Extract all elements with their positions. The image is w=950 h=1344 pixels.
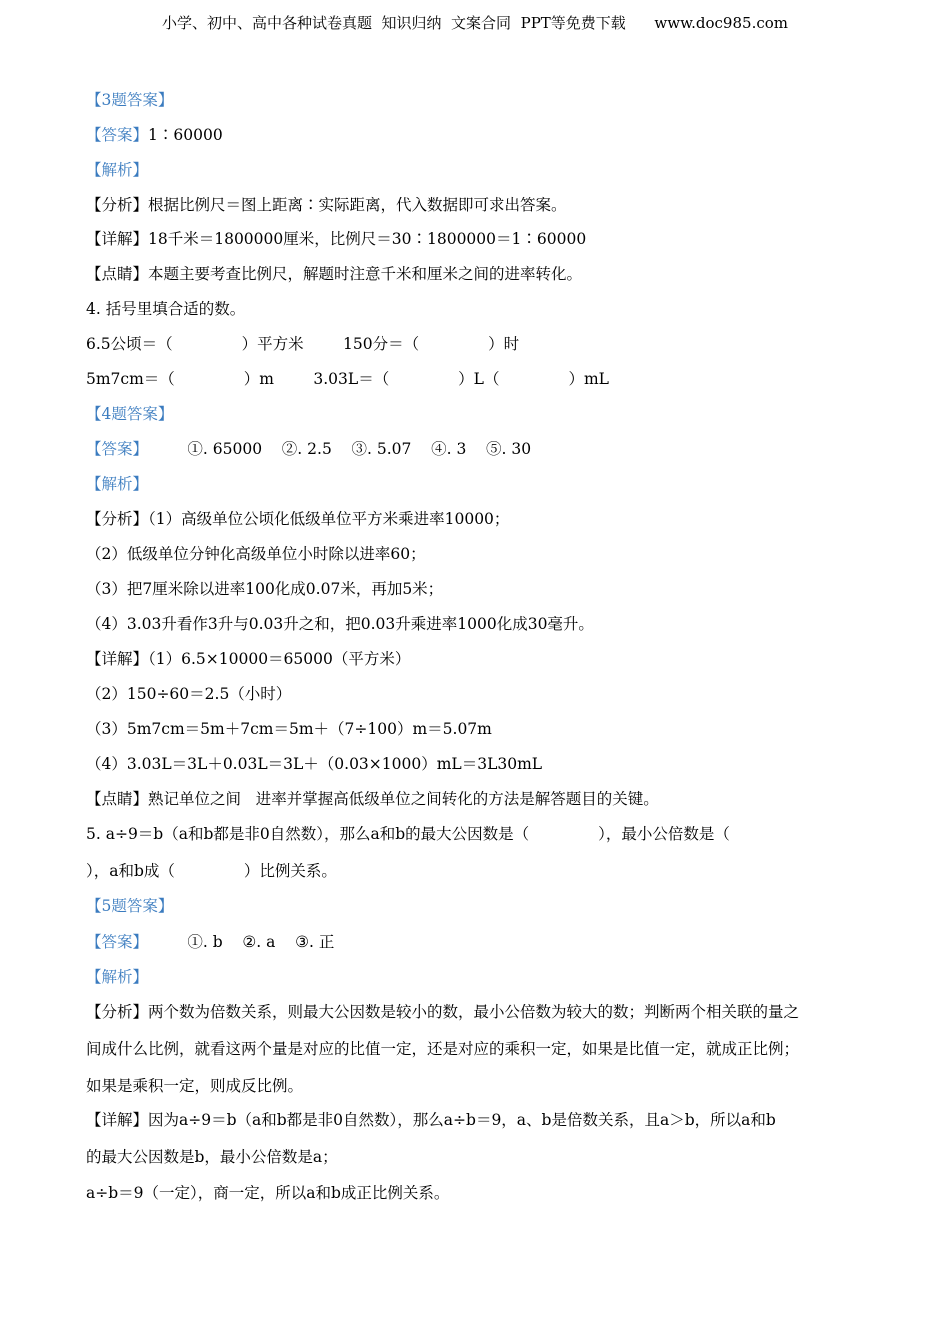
doc-line — [86, 334, 519, 354]
doc-line — [86, 1076, 303, 1096]
doc-line — [86, 1002, 799, 1022]
section-tag: 【解析】 — [86, 968, 149, 986]
line-text: 6.5公顷＝（ ）平方米 150分＝（ ）时 — [86, 335, 520, 353]
doc-line — [86, 299, 245, 319]
line-text: 【点睛】熟记单位之间 进率并掌握高低级单位之间转化的方法是解答题目的关键。 — [86, 790, 659, 808]
line-text: 【详解】（1）6.5×10000＝65000（平方米） — [86, 650, 411, 668]
doc-line — [86, 229, 586, 249]
doc-line — [86, 195, 567, 215]
line-text: （2）低级单位分钟化高级单位小时除以进率60； — [86, 545, 426, 563]
line-text: （3）把7厘米除以进率100化成0.07米，再加5米； — [86, 580, 444, 598]
line-text: 【点睛】本题主要考查比例尺，解题时注意千米和厘米之间的进率转化。 — [86, 265, 583, 283]
doc-line — [86, 789, 659, 809]
line-text: ①. 65000 ②. 2.5 ③. 5.07 ④. 3 ⑤. 30 — [148, 440, 532, 458]
line-text: 5m7cm＝（ ）m 3.03L＝（ ）L（ ）mL — [86, 370, 609, 388]
line-text: 【详解】因为a÷9＝b（a和b都是非0自然数），那么a÷b＝9，a、b是倍数关系，且a＞b，所以a和b — [86, 1111, 776, 1129]
line-text: 的最大公因数是b，最小公倍数是a； — [86, 1148, 338, 1166]
line-text: 【分析】（1）高级单位公顷化低级单位平方米乘进率10000； — [86, 510, 510, 528]
line-text: ①. b ②. a ③. 正 — [148, 933, 335, 951]
line-text: （3）5m7cm＝5m＋7cm＝5m＋（7÷100）m＝5.07m — [86, 720, 492, 738]
doc-line — [86, 861, 337, 881]
doc-line — [86, 125, 223, 145]
line-text: ），a和b成（ ）比例关系。 — [86, 862, 337, 880]
doc-line — [86, 264, 582, 284]
section-tag: 【3题答案】 — [86, 91, 174, 109]
doc-line — [86, 90, 173, 110]
doc-line — [86, 967, 148, 987]
section-tag: 【答案】 — [86, 933, 149, 951]
doc-line — [86, 754, 542, 774]
line-text: 5. a÷9＝b（a和b都是非0自然数），那么a和b的最大公因数是（ ），最小公倍数是（ — [86, 825, 730, 843]
line-text: 【分析】根据比例尺＝图上距离∶实际距离，代入数据即可求出答案。 — [86, 196, 567, 214]
doc-line — [86, 614, 594, 634]
doc-line — [86, 544, 426, 564]
line-text: （4）3.03升看作3升与0.03升之和，把0.03升乘进率1000化成30毫升。 — [86, 615, 594, 633]
doc-line — [86, 474, 148, 494]
line-text: 4. 括号里填合适的数。 — [86, 300, 246, 318]
doc-line — [86, 579, 443, 599]
line-text: a÷b＝9（一定），商一定，所以a和b成正比例关系。 — [86, 1184, 450, 1202]
doc-line — [86, 932, 334, 952]
doc-line — [86, 509, 509, 529]
doc-line — [86, 404, 173, 424]
doc-line — [86, 824, 730, 844]
doc-line — [86, 896, 173, 916]
doc-line — [86, 369, 609, 389]
section-tag: 【解析】 — [86, 475, 149, 493]
section-tag: 【答案】 — [86, 440, 149, 458]
doc-line — [86, 1147, 338, 1167]
doc-line — [86, 649, 410, 669]
section-tag: 【解析】 — [86, 161, 149, 179]
doc-line — [86, 1039, 799, 1059]
line-text: （2）150÷60＝2.5（小时） — [86, 685, 292, 703]
page-header: 小学、初中、高中各种试卷真题 知识归纳 文案合同 PPT等免费下载 www.doc985.com — [161, 14, 788, 32]
doc-line — [86, 684, 291, 704]
line-text: 【详解】18千米＝1800000厘米，比例尺＝30∶1800000＝1∶60000 — [86, 230, 587, 248]
line-text: （4）3.03L＝3L＋0.03L＝3L＋（0.03×1000）mL＝3L30mL — [86, 755, 543, 773]
line-text: 间成什么比例，就看这两个量是对应的比值一定，还是对应的乘积一定，如果是比值一定，就成正比例； — [86, 1040, 800, 1058]
section-tag: 【答案】 — [86, 126, 149, 144]
section-tag: 【5题答案】 — [86, 897, 174, 915]
doc-line — [86, 1183, 449, 1203]
doc-line — [86, 1110, 776, 1130]
doc-line — [86, 719, 492, 739]
line-text: 【分析】两个数为倍数关系，则最大公因数是较小的数，最小公倍数为较大的数；判断两个相关联的量之 — [86, 1003, 800, 1021]
section-tag: 【4题答案】 — [86, 405, 174, 423]
line-text: 1∶60000 — [148, 126, 223, 144]
doc-line — [86, 160, 148, 180]
doc-line — [86, 439, 531, 459]
line-text: 如果是乘积一定，则成反比例。 — [86, 1077, 304, 1095]
